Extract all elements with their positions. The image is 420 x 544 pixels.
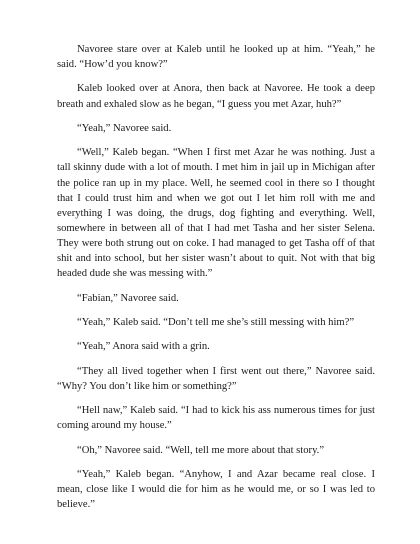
- paragraph: “Hell naw,” Kaleb said. “I had to kick his ass numerous times for just coming around my house.”: [57, 405, 375, 432]
- paragraph: Kaleb looked over at Anora, then back at Navoree. He took a deep breath and exhaled slow as he began, “I guess you met Azar, huh?”: [57, 83, 375, 110]
- paragraph: “Oh,” Navoree said. “Well, tell me more about that story.”: [77, 444, 325, 456]
- paragraph: “Yeah,” Kaleb began. “Anyhow, I and Azar became real close. I mean, close like I would die for him as he would me, or so I was led to believe.”: [57, 469, 375, 511]
- paragraph: “Well,” Kaleb began. “When I first met Azar he was nothing. Just a tall skinny dude with a lot of mouth. I met him in jail up in Michigan after the police ran up in my place. Well, he seemed cool in there so I thought that I could trust him and when we got out I let him roll with me and everything I was doing, the drugs, dog fighting and everything. Well, somewhere in between all of that I had met Tasha and her sister Selena. They were both strung out on coke. I had managed to get Tasha off of that shit and into school, but her sister wasn’t about to quit. Not with that big headed dude she was messing with.”: [57, 147, 375, 280]
- paragraph: Navoree stare over at Kaleb until he looked up at him. “Yeah,” he said. “How’d you know?”: [57, 44, 375, 71]
- paragraph: “Yeah,” Navoree said.: [77, 122, 172, 134]
- paragraph: “Fabian,” Navoree said.: [77, 292, 179, 304]
- paragraph: “They all lived together when I first went out there,” Navoree said. “Why? You don’t like him or something?”: [57, 365, 375, 392]
- document-body: [57, 42, 375, 522]
- paragraph: “Yeah,” Anora said with a grin.: [77, 341, 210, 353]
- paragraph: “Yeah,” Kaleb said. “Don’t tell me she’s still messing with him?”: [77, 316, 355, 328]
